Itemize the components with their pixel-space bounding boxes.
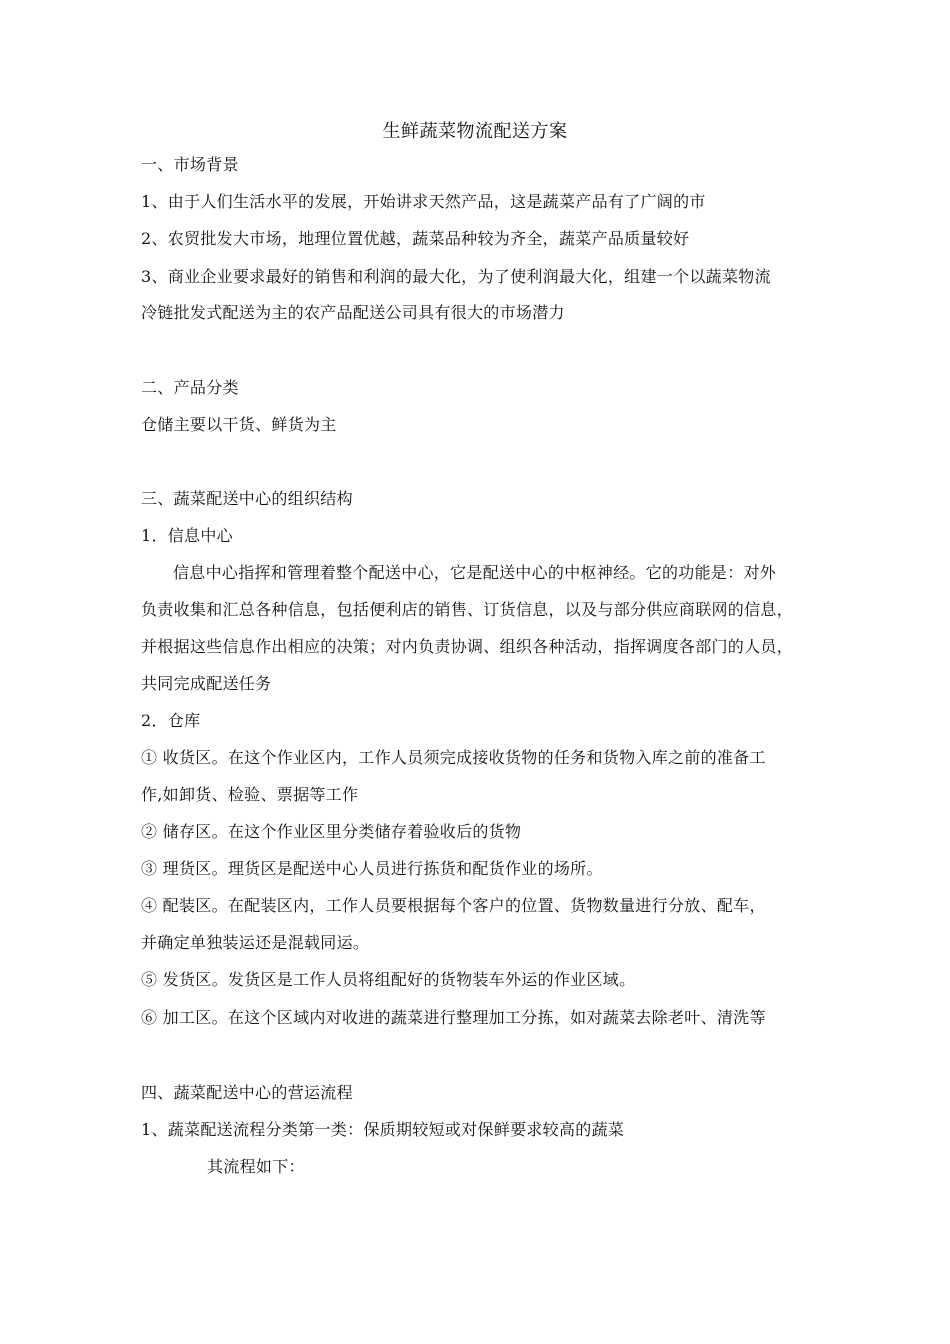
section-heading-market-background: 一、市场背景 <box>141 155 239 174</box>
section-heading-product-classification: 二、产品分类 <box>141 378 239 397</box>
paragraph-info-center-line-1: 信息中心指挥和管理着整个配送中心，它是配送中心的中枢神经。它的功能是：对外 <box>173 563 777 582</box>
paragraph-info-center-line-3: 并根据这些信息作出相应的决策；对内负责协调、组织各种活动，指挥调度各部门的人员， <box>141 637 794 656</box>
paragraph-storage: 仓储主要以干货、鲜货为主 <box>141 415 337 434</box>
paragraph-item-3-line-2: 冷链批发式配送为主的农产品配送公司具有很大的市场潜力 <box>141 303 565 322</box>
area-sorting: ③ 理货区。理货区是配送中心人员进行拣货和配货作业的场所。 <box>141 859 603 878</box>
document-title: 生鲜蔬菜物流配送方案 <box>382 121 568 142</box>
paragraph-item-1: 1、由于人们生活水平的发展，开始讲求天然产品，这是蔬菜产品有了广阔的市 <box>141 192 706 211</box>
area-storage: ② 储存区。在这个作业区里分类储存着验收后的货物 <box>141 822 522 841</box>
paragraph-info-center-line-4: 共同完成配送任务 <box>141 674 272 693</box>
area-receiving-line-1: ① 收货区。在这个作业区内，工作人员须完成接收货物的任务和货物入库之前的准备工 <box>141 748 766 767</box>
area-loading-line-1: ④ 配装区。在配装区内，工作人员要根据每个客户的位置、货物数量进行分放、配车， <box>141 896 766 915</box>
area-receiving-line-2: 作,如卸货、检验、票据等工作 <box>141 785 359 804</box>
section-heading-operation-flow: 四、蔬菜配送中心的营运流程 <box>141 1083 353 1102</box>
paragraph-flow-category-1: 1、蔬菜配送流程分类第一类：保质期较短或对保鲜要求较高的蔬菜 <box>141 1120 625 1139</box>
paragraph-flow-intro: 其流程如下： <box>207 1157 305 1176</box>
subheading-information-center: 1．信息中心 <box>141 526 233 545</box>
area-processing: ⑥ 加工区。在这个区域内对收进的蔬菜进行整理加工分拣，如对蔬菜去除老叶、清洗等 <box>141 1008 766 1027</box>
subheading-warehouse: 2．仓库 <box>141 711 201 730</box>
section-heading-organization: 三、蔬菜配送中心的组织结构 <box>141 489 353 508</box>
paragraph-item-2: 2、农贸批发大市场，地理位置优越，蔬菜品种较为齐全，蔬菜产品质量较好 <box>141 229 690 248</box>
paragraph-item-3-line-1: 3、商业企业要求最好的销售和利润的最大化，为了使利润最大化，组建一个以蔬菜物流 <box>141 267 771 286</box>
area-loading-line-2: 并确定单独装运还是混载同运。 <box>141 933 370 952</box>
paragraph-info-center-line-2: 负责收集和汇总各种信息，包括便利店的销售、订货信息，以及与部分供应商联网的信息， <box>141 600 794 619</box>
area-shipping: ⑤ 发货区。发货区是工作人员将组配好的货物装车外运的作业区域。 <box>141 970 636 989</box>
